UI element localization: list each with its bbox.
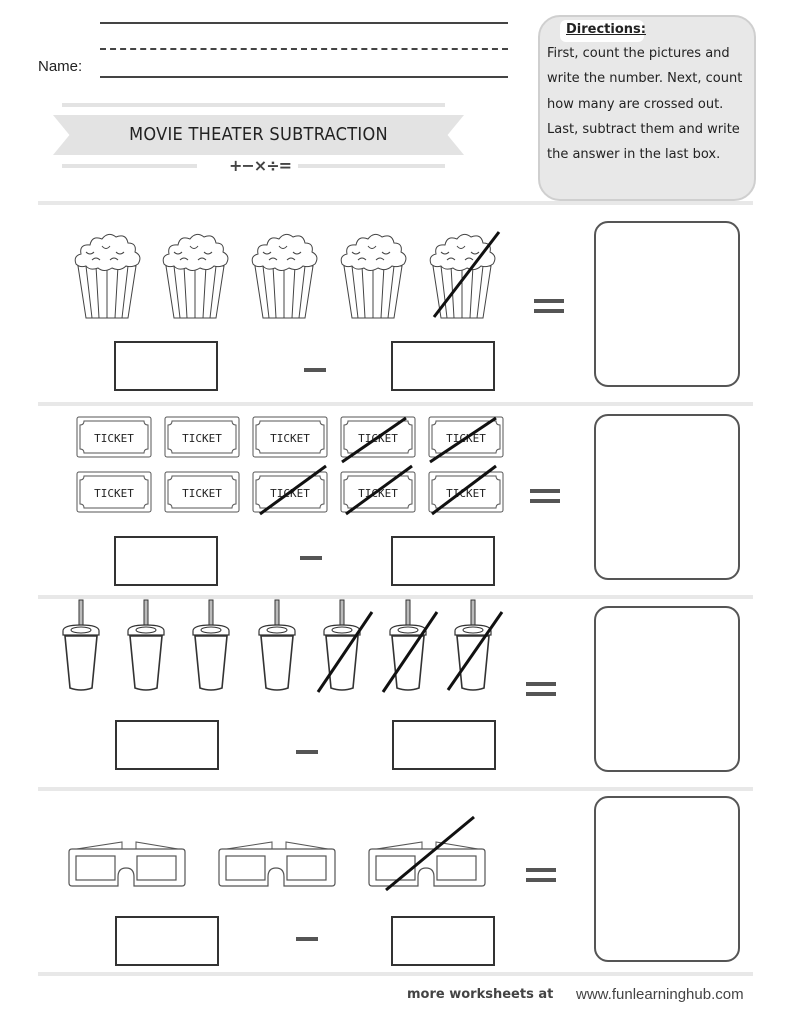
total-count-box[interactable] [114, 536, 218, 586]
popcorn-icon [338, 230, 408, 320]
name-label: Name: [38, 58, 83, 75]
banner-top-bar [62, 103, 445, 107]
equals-sign [534, 299, 564, 313]
total-count-box[interactable] [114, 341, 218, 391]
popcorn-icon [249, 230, 319, 320]
footer-url-link[interactable]: www.funlearninghub.com [576, 986, 744, 1003]
name-line-dashed [100, 48, 508, 50]
divider [38, 972, 753, 976]
crossed-count-box[interactable] [391, 341, 495, 391]
divider [38, 402, 753, 406]
equals-sign [530, 489, 560, 503]
crossed-count-box[interactable] [392, 720, 496, 770]
banner-bottom-bar-left [62, 164, 197, 168]
minus-sign [296, 750, 318, 754]
minus-sign [304, 368, 326, 372]
answer-box[interactable] [594, 796, 740, 962]
tickets-grid [76, 414, 508, 524]
answer-box[interactable] [594, 606, 740, 772]
name-input-line[interactable] [100, 76, 508, 78]
popcorn-icon [160, 230, 230, 320]
total-count-box[interactable] [115, 916, 219, 966]
answer-box[interactable] [594, 414, 740, 580]
directions-text: First, count the pictures and write the number. Next, count how many are crossed out. Last, subtract them and write the answer in the last box. [547, 46, 743, 163]
footer-prefix: more worksheets at [407, 987, 554, 1002]
total-count-box[interactable] [115, 720, 219, 770]
crossed-count-box[interactable] [391, 916, 495, 966]
popcorn-icon [72, 230, 142, 320]
minus-sign [296, 937, 318, 941]
divider [38, 201, 753, 205]
drink-cups-row [60, 598, 510, 696]
divider [38, 787, 753, 791]
page-title: MOVIE THEATER SUBTRACTION [129, 124, 388, 145]
crossed-count-box[interactable] [391, 536, 495, 586]
3d-glasses-row [66, 815, 486, 895]
popcorn-crossed-icon [427, 230, 507, 322]
directions-title: Directions: [566, 22, 646, 37]
math-operators-icon: +−×÷= [228, 156, 292, 175]
name-line-top [100, 22, 508, 24]
banner-bottom-bar-right [298, 164, 445, 168]
answer-box[interactable] [594, 221, 740, 387]
equals-sign [526, 682, 556, 696]
minus-sign [300, 556, 322, 560]
equals-sign [526, 868, 556, 882]
